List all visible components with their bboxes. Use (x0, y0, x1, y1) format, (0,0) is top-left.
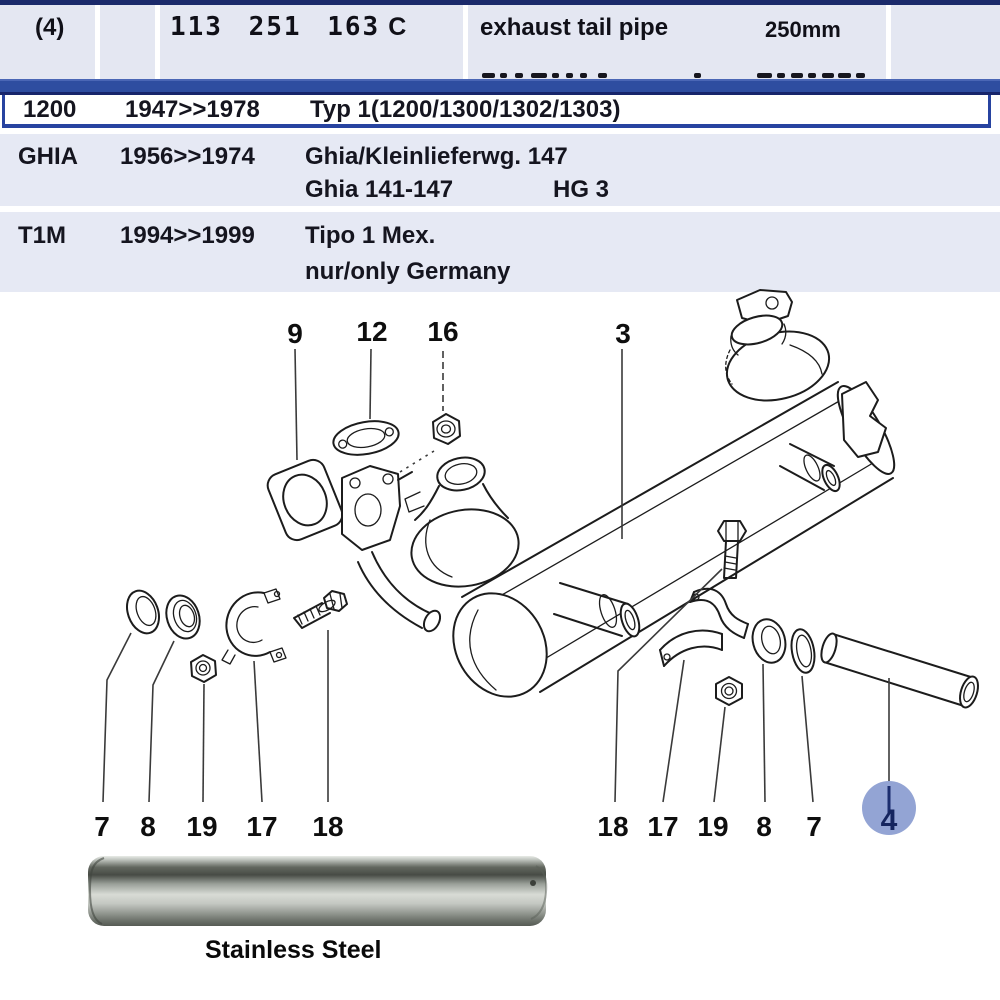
ring-left-8 (161, 591, 205, 643)
part-number-digits: 113 251 163 (170, 12, 381, 42)
years-cell: 1956>>1974 (120, 143, 255, 170)
gasket-flange-12 (331, 417, 402, 460)
clamp-17 (222, 589, 286, 664)
callout-16[interactable]: 16 (427, 316, 459, 347)
description-cell: nur/only Germany (305, 258, 511, 285)
description-cell: Ghia 141-147 (305, 176, 454, 203)
nut-16 (433, 414, 460, 444)
tail-pipe-4 (818, 632, 981, 710)
callout-18-left[interactable]: 18 (312, 811, 344, 842)
hanger-bracket-lower (660, 631, 722, 666)
callout-18-right[interactable]: 18 (597, 811, 629, 842)
callout-7-right[interactable]: 7 (806, 811, 822, 842)
callout-12[interactable]: 12 (356, 316, 388, 347)
part-number-suffix: C (388, 13, 407, 41)
gasket-right-7 (788, 627, 817, 674)
gasket-square-9 (264, 456, 346, 543)
item-ref: (4) (35, 14, 65, 41)
years-cell: 1947>>1978 (125, 96, 260, 123)
description-cell: Typ 1(1200/1300/1302/1303) (310, 96, 621, 123)
callout-17-left[interactable]: 17 (246, 811, 278, 842)
part-description: exhaust tail pipe (480, 14, 669, 41)
callout-19-left[interactable]: 19 (186, 811, 218, 842)
nut-right-19 (716, 677, 742, 705)
description-cell: Ghia/Kleinlieferwg. 147 (305, 143, 568, 170)
bolt-left-18 (294, 591, 347, 628)
callout-9[interactable]: 9 (287, 318, 303, 349)
nut-left-19 (191, 655, 216, 682)
callout-17-right[interactable]: 17 (647, 811, 679, 842)
model-cell: GHIA (18, 143, 78, 170)
callout-8-right[interactable]: 8 (756, 811, 772, 842)
callout-8-left[interactable]: 8 (140, 811, 156, 842)
material-label: Stainless Steel (205, 936, 382, 964)
note-cell: HG 3 (553, 176, 610, 203)
description-cell: Tipo 1 Mex. (305, 222, 436, 249)
model-cell: T1M (18, 222, 66, 249)
model-cell: 1200 (23, 96, 77, 123)
years-cell: 1994>>1999 (120, 222, 255, 249)
cap-left-7 (121, 586, 164, 638)
stainless-pipe-photo (88, 856, 546, 926)
ring-right-8 (748, 616, 790, 666)
callout-19-right[interactable]: 19 (697, 811, 729, 842)
callout-3[interactable]: 3 (615, 318, 631, 349)
part-dimension: 250mm (765, 17, 841, 42)
callout-7-left[interactable]: 7 (94, 811, 110, 842)
callout-4-highlighted[interactable]: 4 (880, 804, 898, 837)
